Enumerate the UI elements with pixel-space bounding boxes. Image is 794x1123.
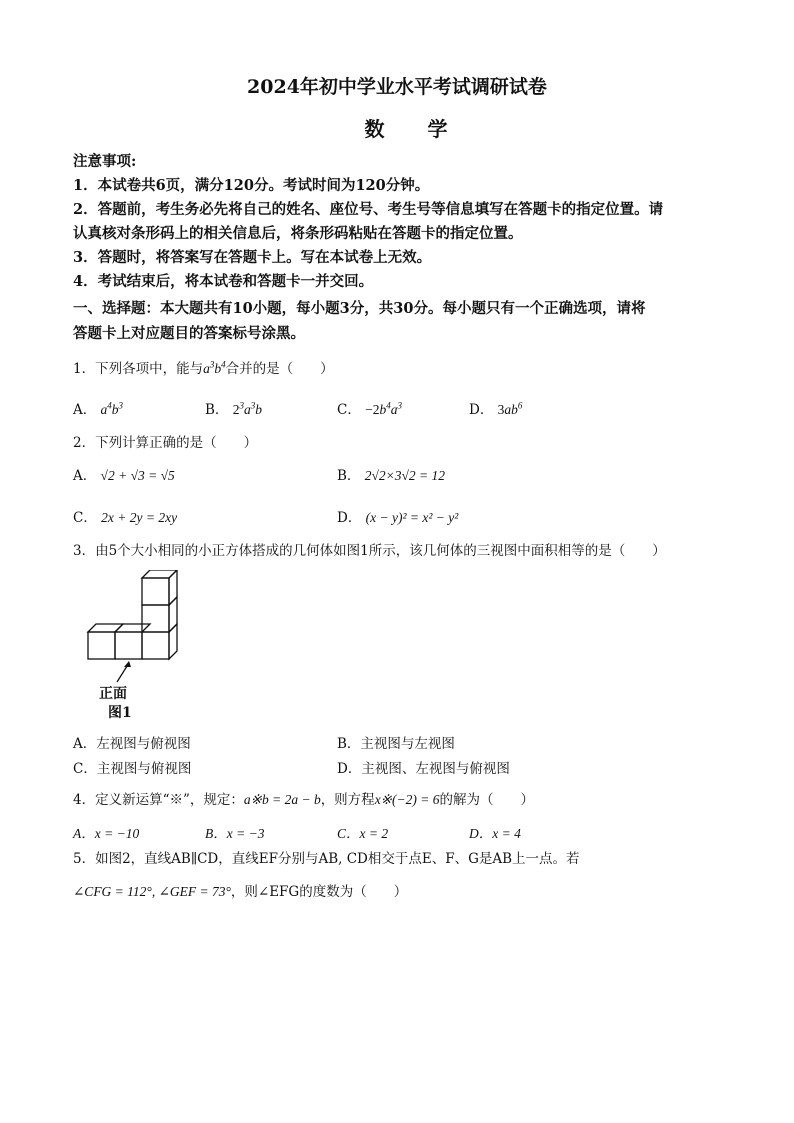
q4-option-b[interactable]: B．x = −3 — [205, 826, 265, 841]
notice-item-4: 4．考试结束后，将本试卷和答题卡一并交回。 — [73, 273, 374, 290]
q3-option-a[interactable]: A．左视图与俯视图 — [73, 736, 191, 752]
question-2-stem: 2．下列计算正确的是（ ） — [73, 435, 258, 451]
figure-front-label: 正面 — [99, 686, 127, 702]
q4-option-d[interactable]: D．x = 4 — [469, 826, 521, 841]
q3-option-b[interactable]: B．主视图与左视图 — [337, 736, 455, 752]
q1-option-a[interactable]: A． $a^4b^3$ — [73, 400, 124, 418]
q2-option-a[interactable]: A． √2 + √3 = √5 — [73, 468, 175, 484]
question-3-stem: 3．由5个大小相同的小正方体搭成的几何体如图1所示，该几何体的三视图中面积相等的是（ ） — [73, 543, 666, 559]
question-5-stem-cont: ∠CFG = 112°, ∠GEF = 73°，则∠EFG的度数为（ ） — [73, 884, 408, 900]
q3-option-c[interactable]: C．主视图与俯视图 — [73, 761, 192, 777]
q4-option-a[interactable]: A．x = −10 — [73, 826, 140, 841]
q1-option-b[interactable]: B． $2^3a^3b$ — [205, 400, 262, 418]
exam-title: 2024年初中学业水平考试调研试卷 — [247, 76, 547, 98]
notice-item-1: 1．本试卷共6页，满分120分。考试时间为120分钟。 — [73, 177, 430, 194]
notice-item-2-cont: 认真核对条形码上的相关信息后，将条形码粘贴在答题卡的指定位置。 — [73, 225, 523, 242]
question-1-stem: 1．下列各项中，能与$a^3b^4$合并的是（ ） — [73, 359, 334, 377]
notice-item-2: 2．答题前，考生务必先将自己的姓名、座位号、考生号等信息填写在答题卡的指定位置。请 — [73, 201, 664, 218]
subject-title: 数 学 — [364, 117, 466, 141]
section-1-instructions: 一、选择题：本大题共有10小题，每小题3分，共30分。每小题只有一个正确选项，请将 — [73, 300, 646, 317]
q1-option-d[interactable]: D． $3ab^6$ — [469, 400, 523, 418]
notice-item-3: 3．答题时，将答案写在答题卡上。写在本试卷上无效。 — [73, 249, 432, 266]
q2-option-b[interactable]: B． 2√2×3√2 = 12 — [337, 468, 446, 484]
section-1-instructions-cont: 答题卡上对应题目的答案标号涂黑。 — [73, 325, 305, 342]
q3-option-d[interactable]: D．主视图、左视图与俯视图 — [337, 761, 510, 777]
q1-option-c[interactable]: C． $-2b^4a^3$ — [337, 400, 403, 418]
question-5-stem: 5．如图2，直线AB∥CD，直线EF分别与AB, CD相交于点E、F、G是AB上一点。若 — [73, 851, 580, 867]
q2-option-c[interactable]: C． 2x + 2y = 2xy — [73, 510, 178, 526]
q1-term: $a^3b^4$ — [203, 359, 226, 376]
q4-option-c[interactable]: C．x = 2 — [337, 826, 389, 841]
figure-caption: 图1 — [108, 705, 132, 721]
q2-option-d[interactable]: D． (x − y)² = x² − y² — [337, 510, 459, 526]
notice-heading: 注意事项: — [73, 153, 137, 170]
question-4-stem: 4．定义新运算“※”，规定：a※b = 2a − b，则方程x※(−2) = 6的解为（ ） — [73, 792, 534, 808]
